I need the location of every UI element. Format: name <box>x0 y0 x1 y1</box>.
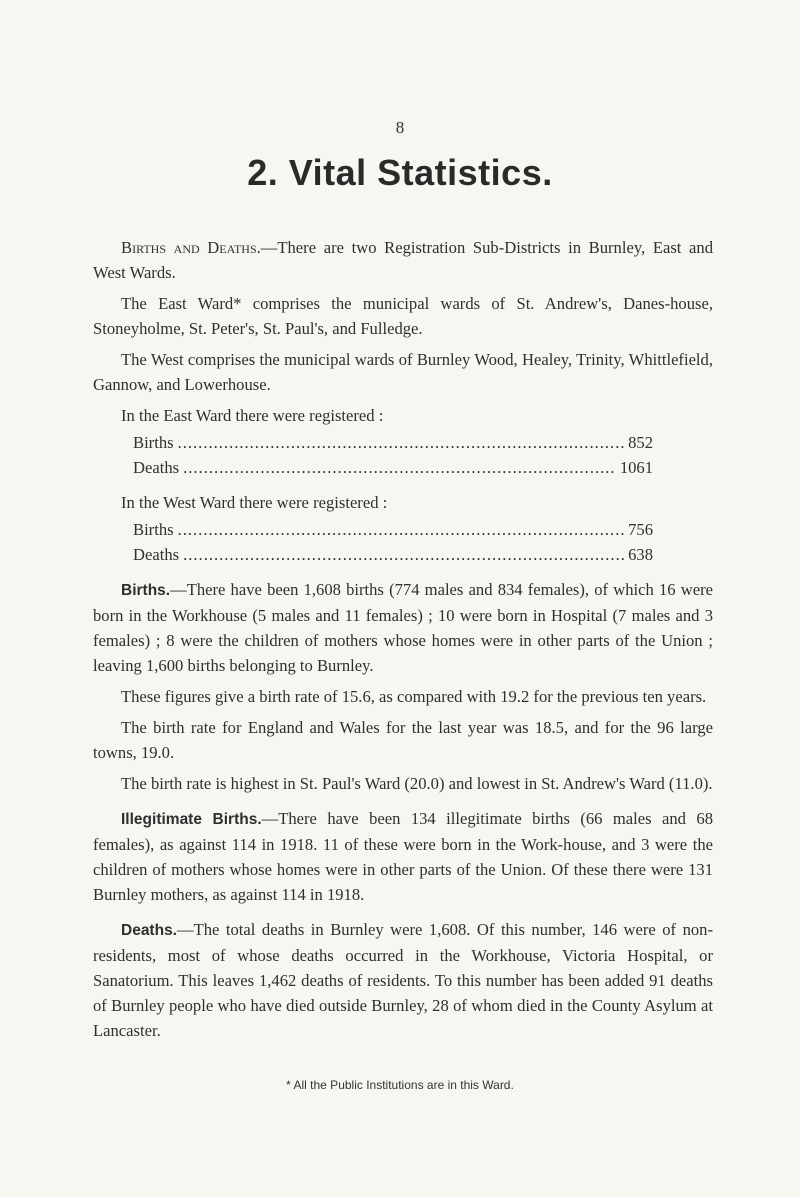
east-ward-description: The East Ward* comprises the municipal wards of St. Andrew's, Danes-house, Stoneyholme, St. Peter's, St. Paul's, and Fulledge. <box>93 294 713 338</box>
births-paragraph <box>93 577 713 678</box>
deaths-heading: Deaths. <box>121 922 177 939</box>
stat-row-west-deaths <box>133 542 653 567</box>
footnote: * All the Public Institutions are in this Ward. <box>286 1078 514 1092</box>
stat-label: Births <box>133 433 174 452</box>
leader-dots <box>178 430 625 455</box>
stat-label: Deaths <box>133 545 180 564</box>
leader-dots <box>178 517 625 542</box>
illegitimate-paragraph <box>93 806 713 907</box>
illegitimate-text: —There have been 134 illegitimate births (66 males and 68 females), as against 114 in 1918. 11 of these were born in the Work-house, and 3 were the children of mothers whose homes were in other parts of the Union. Of these there were 131 Burnley mothers, as against 114 in 1918. <box>93 809 713 904</box>
stat-row-east-deaths <box>133 455 653 480</box>
illegitimate-heading: Illegitimate Births. <box>121 811 262 828</box>
ward-rate-paragraph: The birth rate is highest in St. Paul's Ward (20.0) and lowest in St. Andrew's Ward (11.0). <box>121 774 713 793</box>
intro-text: —There are two Registration Sub-Districts in Burnley, East and West Wards. <box>93 238 714 282</box>
body-text <box>93 235 713 1043</box>
east-registered-intro: In the East Ward there were registered : <box>121 406 384 425</box>
east-registered-table <box>93 430 713 480</box>
page-title: 2. Vital Statistics. <box>247 152 553 193</box>
west-ward-description: The West comprises the municipal wards of Burnley Wood, Healey, Trinity, Whittlefield, Gannow, and Lowerhouse. <box>93 350 713 394</box>
intro-paragraph <box>93 235 713 285</box>
intro-heading: Births and Deaths. <box>121 238 261 257</box>
deaths-text: —The total deaths in Burnley were 1,608. Of this number, 146 were of non-residents, most of whose deaths occurred in the Workhouse, Victoria Hospital, or Sanatorium. This leaves 1,462 deaths of residents. To this number has been added 91 deaths of Burnley people who have died outside Burnley, 28 of whom died in the County Asylum at Lancaster. <box>93 920 713 1040</box>
leader-dots <box>183 542 624 567</box>
stat-row-east-births <box>133 430 653 455</box>
births-text: —There have been 1,608 births (774 males and 834 females), of which 16 were born in the Workhouse (5 males and 11 females) ; 10 were born in Hospital (7 males and 3 females) ; 8 were the children of mothers whose homes were in other parts of the Union ; leaving 1,600 births belonging to Burnley. <box>93 580 713 675</box>
stat-label: Deaths <box>133 458 180 477</box>
births-heading: Births. <box>121 582 171 599</box>
west-registered-table <box>93 517 713 567</box>
page-number: 8 <box>395 118 405 137</box>
stat-value: 852 <box>628 433 653 452</box>
leader-dots <box>183 455 616 480</box>
stat-row-west-births <box>133 517 653 542</box>
stat-label: Births <box>133 520 174 539</box>
west-registered-intro: In the West Ward there were registered : <box>121 493 388 512</box>
deaths-paragraph <box>93 917 713 1043</box>
england-rate-paragraph: The birth rate for England and Wales for the last year was 18.5, and for the 96 large towns, 19.0. <box>93 718 713 762</box>
stat-value: 1061 <box>619 458 653 477</box>
birth-rate-paragraph: These figures give a birth rate of 15.6, as compared with 19.2 for the previous ten years. <box>121 687 707 706</box>
stat-value: 756 <box>628 520 653 539</box>
stat-value: 638 <box>628 545 653 564</box>
